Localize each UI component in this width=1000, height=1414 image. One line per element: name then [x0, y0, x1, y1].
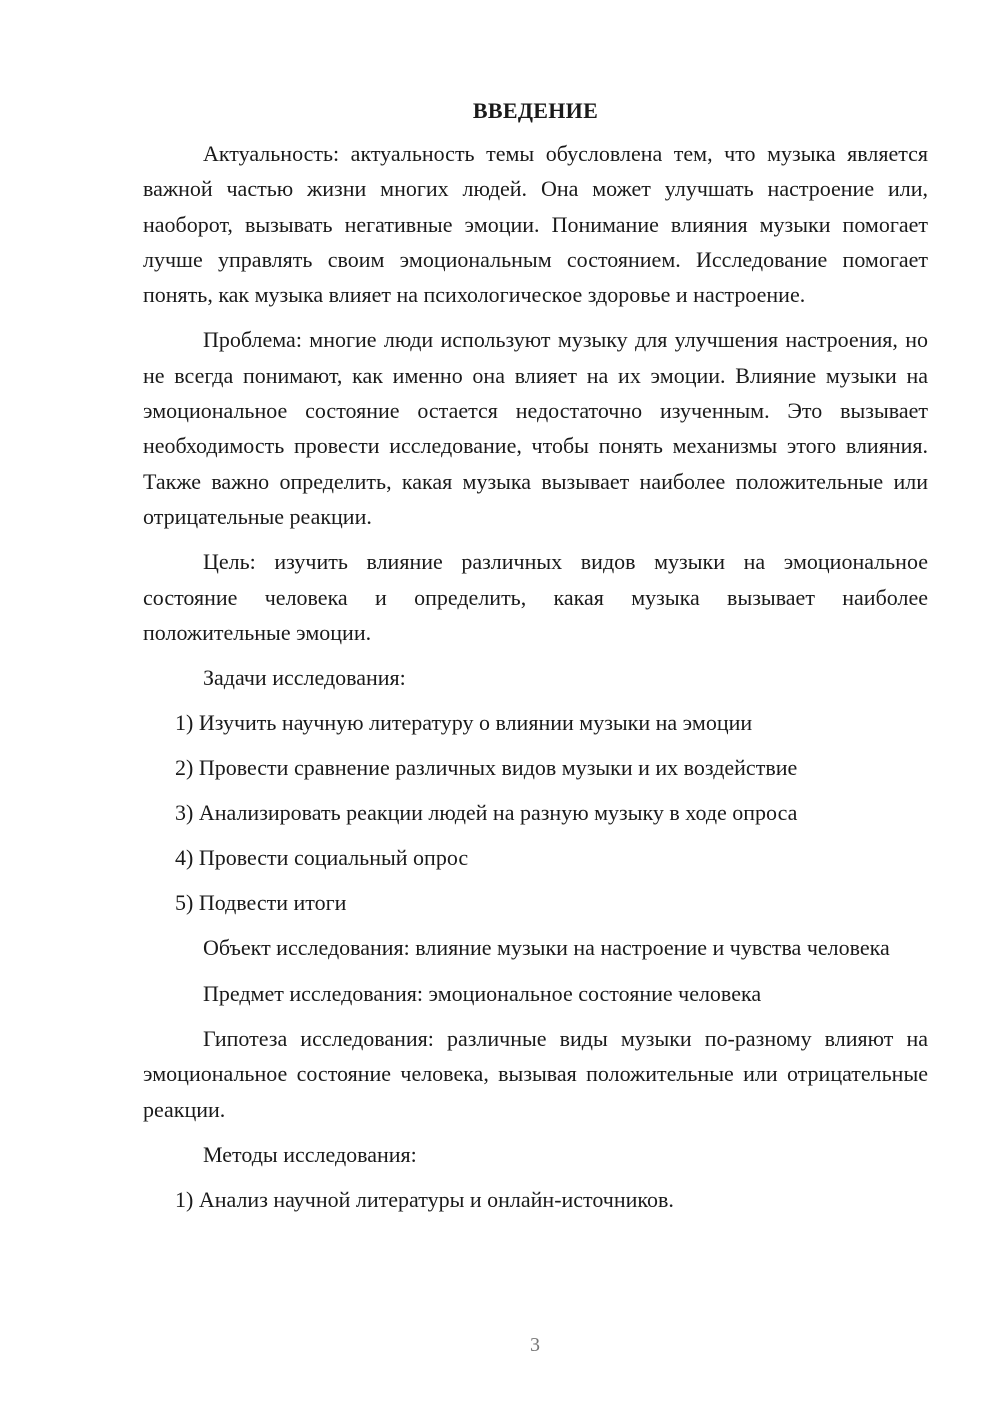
relevance-paragraph: Актуальность: актуальность темы обусловлена тем, что музыка является важной частью жизни многих людей. Она может улучшать настроение или, наоборот, вызывать негативные эмоции. Понимание влияния музыки помогает лучше управлять своим эмоциональным состоянием. Исследование помогает понять, как музыка влияет на психологическое здоровье и настроение.: [143, 141, 928, 308]
page-number: 3: [530, 1334, 540, 1356]
task-item: 5) Подвести итоги: [175, 890, 347, 916]
task-item: 4) Провести социальный опрос: [175, 845, 469, 871]
document-page: [143, 96, 928, 1227]
section-title: ВВЕДЕНИЕ: [472, 98, 599, 123]
object-paragraph: Объект исследования: влияние музыки на настроение и чувства человека: [203, 935, 890, 961]
problem-paragraph: Проблема: многие люди используют музыку для улучшения настроения, но не всегда понимают, как именно она влияет на их эмоции. Влияние музыки на эмоциональное состояние остается недостаточно изученным. Это вызывает необходимость провести исследование, чтобы понять механизмы этого влияния. Также важно определить, какая музыка вызывает наиболее положительные или отрицательные реакции.: [143, 327, 928, 529]
goal-paragraph: Цель: изучить влияние различных видов музыки на эмоциональное состояние человека и определить, какая музыка вызывает наиболее положительные эмоции.: [143, 549, 928, 645]
task-item: 1) Изучить научную литературу о влиянии музыки на эмоции: [175, 710, 753, 736]
tasks-heading: Задачи исследования:: [203, 665, 406, 691]
hypothesis-paragraph: Гипотеза исследования: различные виды музыки по-разному влияют на эмоциональное состояние человека, вызывая положительные или отрицательные реакции.: [143, 1026, 928, 1122]
task-item: 2) Провести сравнение различных видов музыки и их воздействие: [175, 755, 798, 781]
methods-heading: Методы исследования:: [203, 1141, 417, 1167]
task-item: 3) Анализировать реакции людей на разную музыку в ходе опроса: [175, 800, 798, 826]
method-item: 1) Анализ научной литературы и онлайн-источников.: [175, 1187, 674, 1213]
subject-paragraph: Предмет исследования: эмоциональное состояние человека: [203, 980, 762, 1006]
